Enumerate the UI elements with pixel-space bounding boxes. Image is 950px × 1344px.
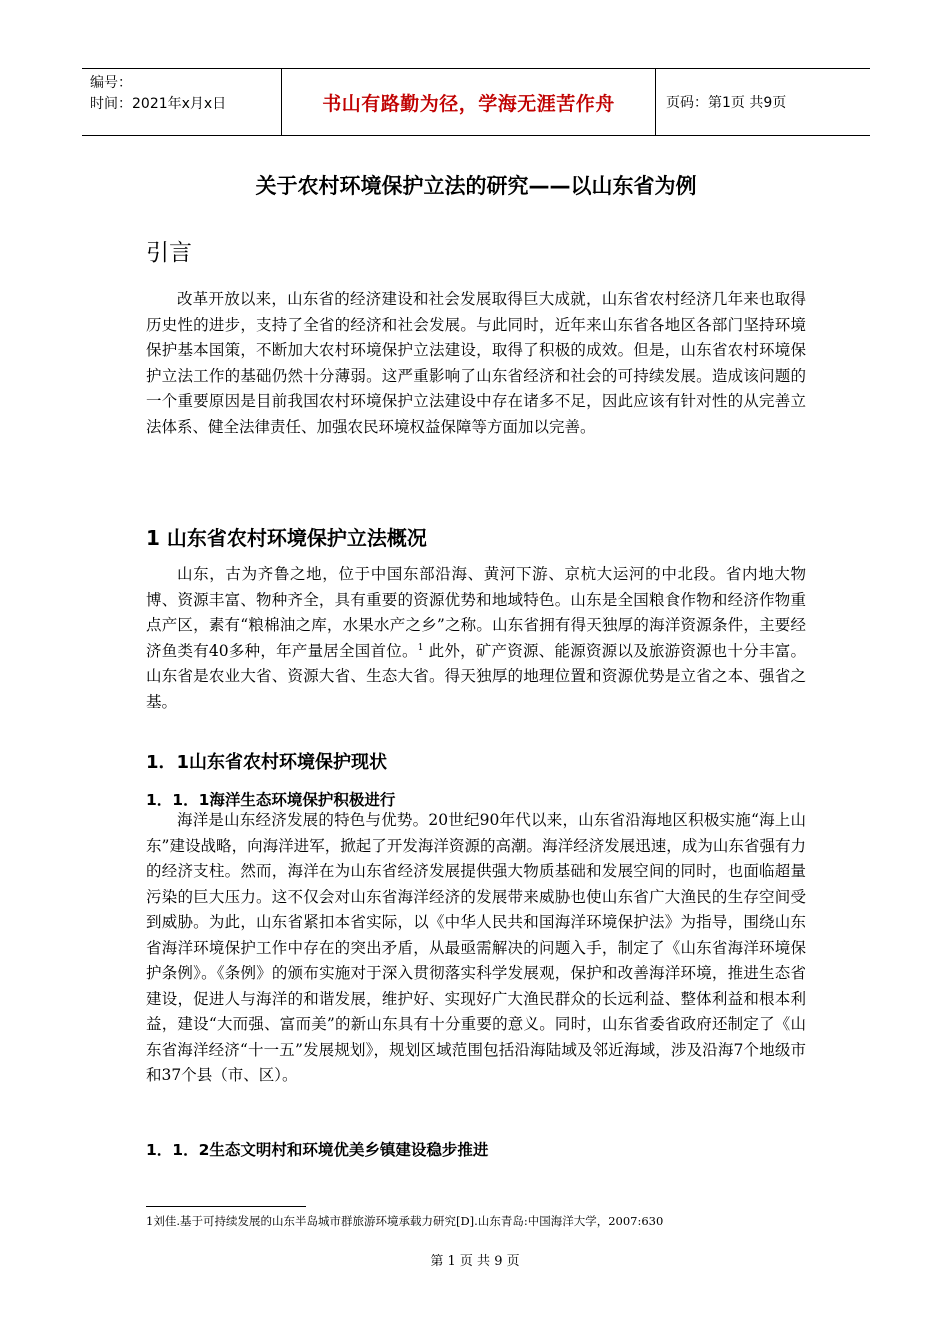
document-title: 关于农村环境保护立法的研究——以山东省为例 <box>255 174 697 198</box>
section-1-1-heading: 1．1山东省农村环境保护现状 <box>146 752 388 773</box>
section-1-text-part1: 山东，古为齐鲁之地，位于中国东部沿海、黄河下游、京杭大运河的中北段。省内地大物博、资源丰富、物种齐全，具有重要的资源优势和地域特色。山东是全国粮食作物和经济作物重点产区，素有“粮棉油之库，水果水产之乡”之称。山东省拥有得天独厚的海洋资源条件，主要经济鱼类有40多种，年产量居全国首位。 <box>146 565 806 660</box>
time-label: 时间：2021年x月x日 <box>90 96 227 112</box>
page-footer: 第 1 页 共 9 页 <box>430 1254 520 1269</box>
section-1-heading: 1 山东省农村环境保护立法概况 <box>146 526 427 550</box>
section-1-1-2-heading: 1．1．2生态文明村和环境优美乡镇建设稳步推进 <box>146 1141 489 1159</box>
section-1-text-part2: 此外，矿产资源、能源资源以及旅游资源也十分丰富。山东省是农业大省、资源大省、生态大省。得天独厚的地理位置和资源优势是立省之本、强省之基。 <box>146 641 806 711</box>
section-1-paragraph <box>146 562 806 715</box>
footnote-divider <box>146 1206 306 1207</box>
intro-heading: 引言 <box>146 240 192 266</box>
header-page-info: 页码：第1页 共9页 <box>666 95 787 111</box>
header-table <box>82 68 870 136</box>
header-motto: 书山有路勤为径，学海无涯苦作舟 <box>282 69 656 135</box>
footnote-ref[interactable]: 1 <box>417 642 424 653</box>
section-1-1-1-heading: 1．1．1海洋生态环境保护积极进行 <box>146 791 396 809</box>
number-label: 编号： <box>90 75 132 91</box>
footnote-text: 1刘佳.基于可持续发展的山东半岛城市群旅游环境承载力研究[D].山东青岛:中国海洋大学，2007:630 <box>146 1214 664 1228</box>
header-meta-cell <box>82 69 282 135</box>
intro-paragraph: 改革开放以来，山东省的经济建设和社会发展取得巨大成就，山东省农村经济几年来也取得历史性的进步，支持了全省的经济和社会发展。与此同时，近年来山东省各地区各部门坚持环境保护基本国策，不断加大农村环境保护立法建设，取得了积极的成效。但是，山东省农村环境保护立法工作的基础仍然十分薄弱。这严重影响了山东省经济和社会的可持续发展。造成该问题的一个重要原因是目前我国农村环境保护立法建设中存在诸多不足，因此应该有针对性的从完善立法体系、健全法律责任、加强农民环境权益保障等方面加以完善。 <box>146 290 806 436</box>
section-1-1-1-paragraph: 海洋是山东经济发展的特色与优势。20世纪90年代以来，山东省沿海地区积极实施“海上山东”建设战略，向海洋进军，掀起了开发海洋资源的高潮。海洋经济发展迅速，成为山东省强有力的经济支柱。然而，海洋在为山东省经济发展提供强大物质基础和发展空间的同时，也面临超量污染的巨大压力。这不仅会对山东省海洋经济的发展带来威胁也使山东省广大渔民的生存空间受到威胁。为此，山东省紧扣本省实际，以《中华人民共和国海洋环境保护法》为指导，围绕山东省海洋环境保护工作中存在的突出矛盾，从最亟需解决的问题入手，制定了《山东省海洋环境保护条例》。《条例》的颁布实施对于深入贯彻落实科学发展观，保护和改善海洋环境，推进生态省建设，促进人与海洋的和谐发展，维护好、实现好广大渔民群众的长远利益、整体利益和根本利益，建设“大而强、富而美”的新山东具有十分重要的意义。同时，山东省委省政府还制定了《山东省海洋经济“十一五”发展规划》，规划区域范围包括沿海陆域及邻近海域，涉及沿海7个地级市和37个县（市、区）。 <box>146 811 806 1084</box>
